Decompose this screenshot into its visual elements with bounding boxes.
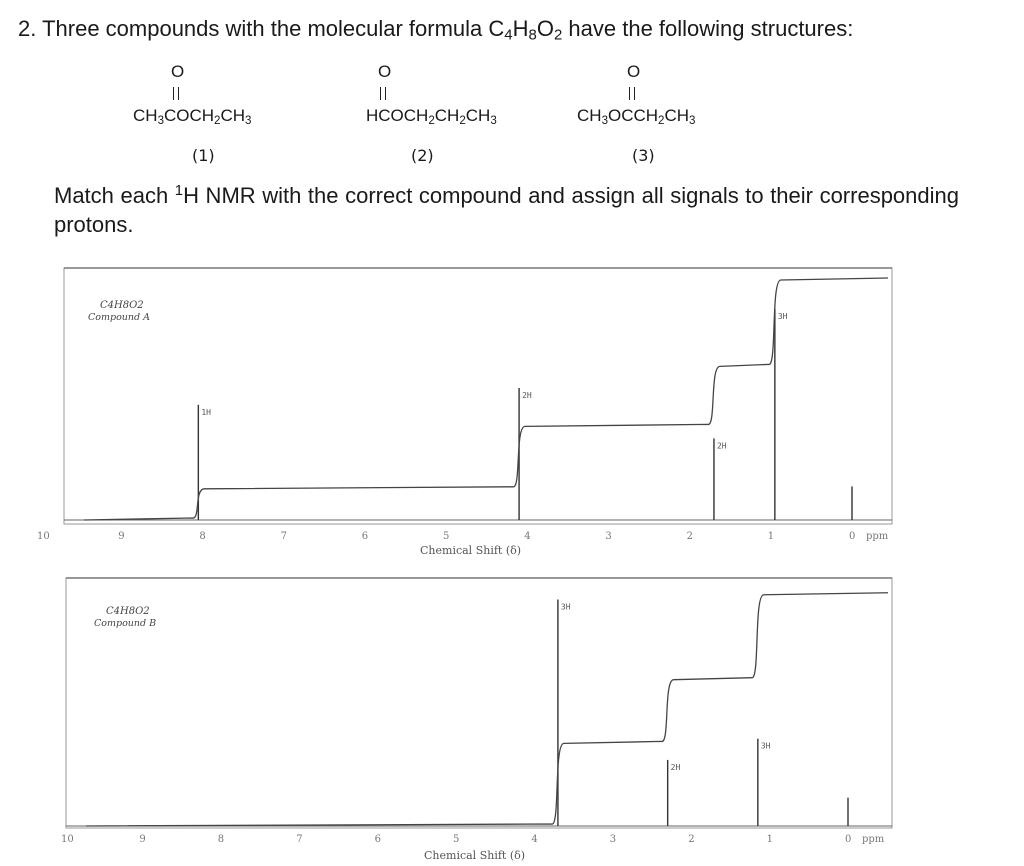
superscript-1: 1: [174, 182, 184, 199]
structure-number-1: (1): [192, 146, 215, 165]
x-tick-label-10: 10: [37, 531, 50, 542]
x-unit-label: ppm: [866, 531, 889, 542]
double-bond: [380, 87, 386, 100]
x-tick-label-6: 6: [374, 834, 381, 845]
nmr-spectrum-b: [0, 570, 1024, 866]
x-axis-title: Chemical Shift (δ): [424, 849, 526, 862]
x-tick-label-0: 0: [849, 531, 856, 542]
x-tick-label-4: 4: [524, 531, 531, 542]
stem-after: have the following structures:: [562, 16, 854, 41]
carbonyl-oxygen: O: [378, 62, 392, 81]
peak-label-2: 3H: [760, 741, 771, 751]
x-tick-label-8: 8: [217, 834, 225, 845]
x-tick-label-5: 5: [443, 531, 450, 542]
sample-name: Compound A: [88, 312, 150, 323]
peak-label-2: 2H: [716, 441, 727, 451]
o-subscript: 2: [553, 26, 563, 44]
x-tick-label-2: 2: [688, 834, 695, 845]
x-tick-label-0: 0: [845, 834, 852, 845]
x-tick-label-2: 2: [686, 531, 693, 542]
stem-before: Three compounds with the molecular formula C: [42, 16, 505, 41]
h-subscript: 8: [528, 26, 537, 44]
x-tick-label-1: 1: [766, 834, 773, 845]
sample-name: Compound B: [94, 618, 157, 629]
spectrum-b-svg: [0, 570, 1024, 866]
peak-label-1: 2H: [670, 762, 681, 772]
question-stem: [18, 16, 853, 44]
x-tick-label-5: 5: [453, 834, 460, 845]
plot-frame: [64, 268, 892, 524]
peak-label-0: 3H: [560, 602, 571, 612]
carbonyl-oxygen: O: [627, 62, 641, 81]
h-label: H: [512, 16, 529, 41]
double-bond: [629, 87, 635, 100]
x-tick-label-8: 8: [199, 531, 206, 542]
carbonyl-oxygen: O: [171, 62, 185, 81]
instruction-text: Match each $^1$H NMR with the correct compound and assign all signals to their corresponding protons.: [54, 182, 959, 238]
double-bond: [173, 87, 179, 100]
x-tick-label-9: 9: [118, 531, 125, 542]
structure-number-3: (3): [632, 146, 655, 165]
x-unit-label: ppm: [862, 834, 885, 845]
integration-curve: [84, 278, 888, 520]
x-tick-label-9: 9: [139, 834, 146, 845]
nmr-spectrum-a: [0, 262, 1024, 562]
structure-formula: $HCOCH_2CH_2CH_3$: [366, 106, 497, 127]
x-tick-label-6: 6: [361, 531, 369, 542]
x-tick-label-3: 3: [605, 531, 612, 542]
x-tick-label-7: 7: [296, 834, 303, 845]
x-tick-label-4: 4: [531, 834, 538, 845]
x-tick-label-3: 3: [609, 834, 617, 845]
x-tick-label-10: 10: [61, 834, 74, 845]
peak-label-0: 1H: [201, 407, 211, 417]
question-number: 2.: [18, 16, 37, 41]
x-axis-title: Chemical Shift (δ): [420, 544, 522, 557]
integration-curve: [86, 593, 888, 826]
c-subscript: 4: [504, 26, 513, 44]
structure-formula: $CH_3OCCH_2CH_3$: [577, 106, 696, 127]
x-tick-label-1: 1: [767, 531, 775, 542]
structure-number-2: (2): [411, 146, 434, 165]
o-label: O: [536, 16, 554, 41]
plot-frame: [66, 578, 892, 828]
spectrum-a-svg: [0, 262, 1024, 562]
x-tick-label-7: 7: [280, 531, 287, 542]
peak-label-3: 3H: [777, 311, 788, 321]
sample-formula: C4H8O2: [100, 300, 144, 311]
peak-label-1: 2H: [522, 391, 532, 400]
structure-formula: $CH_3COCH_2CH_3$: [133, 106, 252, 127]
sample-formula: C4H8O2: [106, 606, 150, 617]
